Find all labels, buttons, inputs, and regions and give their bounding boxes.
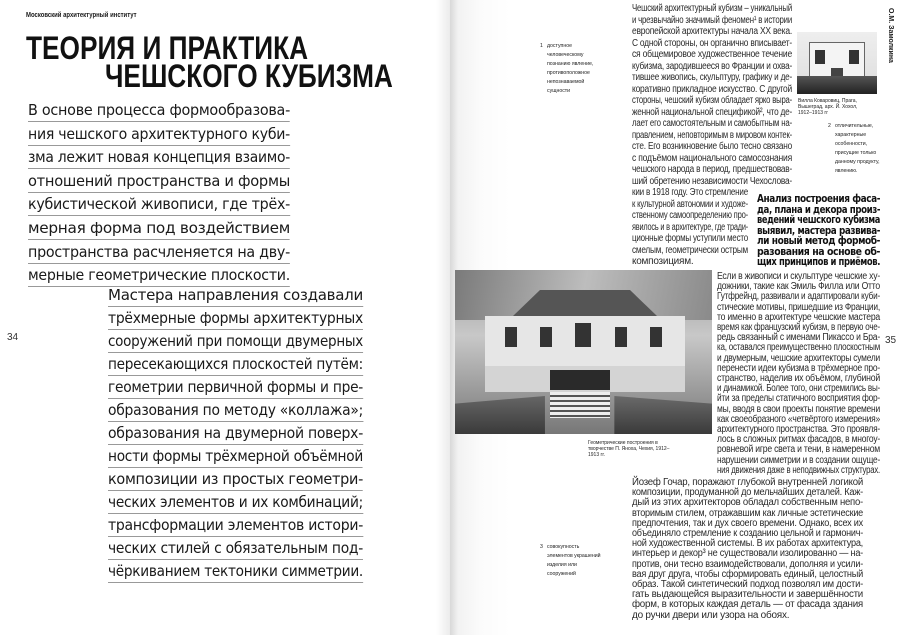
page-number-right: 35 xyxy=(885,335,897,346)
text-line: трансформации элементов истори- xyxy=(108,515,363,537)
text-line: Если в живописи и скульптуре чешские ху- xyxy=(717,271,880,282)
text-line: стороны, чешский кубизм обладает ярко выра- xyxy=(632,95,792,106)
text-line: ственному самоопределению про- xyxy=(632,210,748,221)
villa-photo-small xyxy=(797,32,877,94)
text-line: сте. Его возникновение было тесно связано xyxy=(632,141,792,152)
text-line: образования по методу «коллажа»; xyxy=(108,400,363,422)
title-line-1: ТЕОРИЯ И ПРАКТИКА xyxy=(26,30,309,66)
text-line: и двумерным, чешские архитекторы сумели xyxy=(717,352,880,364)
text-line: правлением, неповторимым в мировом контек- xyxy=(632,129,792,141)
text-line: ной художественной системы. В их работах архитектура, xyxy=(632,538,863,550)
right-page xyxy=(450,0,900,635)
author-name: О.М. Замолкина xyxy=(887,8,894,63)
text-line: то именно в архитектуре чешские мастера xyxy=(717,311,880,323)
text-line: явилось и в архитектуре, где тради- xyxy=(632,221,748,233)
footnote-1: 1 доступное человеческому познанию явление, противоположное непознаваемой сущности xyxy=(540,43,594,94)
text-line: образования на двумерной поверх- xyxy=(108,423,363,445)
villa-photo-large xyxy=(455,270,712,434)
text-line: гать выдающейся выразительности и завершённости xyxy=(632,589,863,601)
text-line: кубизма, зародившееся во Франции и охва- xyxy=(632,60,792,72)
text-line: интерьер и декор³ не существовали изолированно — на- xyxy=(632,548,863,560)
text-line: ческих элементов и их комбинаций; xyxy=(108,492,363,514)
institute-header: Московский архитектурный институт xyxy=(26,12,137,19)
text-line: ния чешского архитектурного куби- xyxy=(28,124,290,146)
text-line: перенести идеи кубизма в трёхмерное про- xyxy=(717,362,880,374)
title-line-2: ЧЕШСКОГО КУБИЗМА xyxy=(105,58,393,94)
text-line: ведений чешского кубизма xyxy=(757,214,880,226)
page-number-left: 34 xyxy=(7,332,19,343)
footnote-3: 3 совокупность элементов украшений изделия или сооружений xyxy=(540,544,601,577)
text-line: ка, оставался преимущественно плоскостным xyxy=(717,342,880,354)
text-line: образ. Такой синтетический подход позволял им дости- xyxy=(632,579,863,590)
text-line: да, плана и декора произ- xyxy=(757,203,880,216)
text-line: вая друг друга, чтобы сформировать единый, целостный xyxy=(632,568,863,580)
text-line: как своеобразного «четвёртого измерения» xyxy=(717,413,880,425)
text-line: ности формы трёхмерной объёмной xyxy=(108,446,363,468)
text-line: к культурной автономии и художе- xyxy=(632,198,748,210)
caption-small-photo: Вилла Коваровиц, Прага, Вышеград, арх. Й. Хохол, 1912–1913 гг xyxy=(798,98,858,116)
caption-large-photo: Геометрические построения в творчестве П. Яноха, Чехия, 1912–1913 гг. xyxy=(588,440,670,458)
text-line: мерная форма под воздействием xyxy=(28,218,290,240)
text-line: мерные геометрические плоскости. xyxy=(28,265,290,287)
text-line: выявил, мастера развива- xyxy=(757,224,880,237)
text-line: щих принципов и приёмов. xyxy=(757,256,880,268)
text-line: разования на основе об- xyxy=(757,245,880,258)
text-line: сооружений при помощи двумерных xyxy=(108,331,363,353)
text-line: вторимым стилем, отражавшим как личные эстетические xyxy=(632,507,863,519)
text-line: форм, в которых каждая деталь — от фасада здания xyxy=(632,599,863,611)
text-line: ли новый метод формоб- xyxy=(757,235,880,247)
text-line: пространства расчленяется на дву- xyxy=(28,242,290,264)
text-line: европейской архитектуры начала XX века. xyxy=(632,26,792,37)
text-line: коративно прикладное искусство. С другой xyxy=(632,83,792,95)
text-line: ционные формы уступили место xyxy=(632,233,748,244)
text-line: до ручки двери или узора на обоях. xyxy=(632,609,790,621)
text-line: ший обретению независимости Чехослова- xyxy=(632,175,792,187)
text-line: предпочтения, так и дух своего времени. Однако, всех их xyxy=(632,517,863,529)
text-line: нарушении симметрии и в создании ощуще- xyxy=(717,454,880,466)
text-line: дожники, такие как Эмиль Филла или Отто xyxy=(717,281,880,293)
text-line: чешского народа в период, предшествовав- xyxy=(632,164,792,175)
text-line: лает его самостоятельным и самобытным на- xyxy=(632,118,792,129)
text-line: Гутфрейнд, развивали и адаптировали куби- xyxy=(717,291,880,303)
text-line: и чрезвычайно значимый феномен¹ в истории xyxy=(632,14,792,26)
text-line: женной национальной спецификой², что де- xyxy=(632,106,792,118)
text-line: отношений пространства и формы xyxy=(28,171,290,193)
text-line: мы, вводя в свои проекты понятие времени xyxy=(717,403,880,415)
text-line: геометрии первичной формы и пре- xyxy=(108,377,363,399)
text-line: пересекающихся плоскостей путём: xyxy=(108,354,363,376)
text-line: странство, наделив их объёмом, глубиной xyxy=(717,373,880,384)
footnote-2: 2 отличительные, характерные особенности, присущие только данному продукту, явлению. xyxy=(828,123,880,174)
text-line: зма лежит новая концепция взаимо- xyxy=(28,147,290,169)
text-line: смелым, геометрически острым xyxy=(632,244,748,256)
text-line: тившее живопись, скульптуру, графику и де- xyxy=(632,72,792,83)
text-line: Чешский архитектурный кубизм – уникальный xyxy=(632,3,792,14)
text-line: ческих стилей с обязательным под- xyxy=(108,538,363,560)
text-line: время как французский кубизм, в первую оче- xyxy=(717,322,880,333)
text-line: и динамикой. Более того, они стремились вы- xyxy=(717,383,880,395)
text-line: чёркиванием тектоники симметрии. xyxy=(108,561,363,583)
text-line: ся общемировое художественное течение xyxy=(632,49,792,60)
text-line: композиции из простых геометри- xyxy=(108,469,363,491)
text-line: против, они тесно взаимодействовали, дополняя и усили- xyxy=(632,558,863,570)
text-line: архитектурного пространства. Это проявля- xyxy=(717,424,880,435)
text-line: йти за пределы статичного восприятия фор- xyxy=(717,393,880,405)
text-line: Анализ построения фаса- xyxy=(757,193,880,205)
text-line: кубистической живописи, где трёх- xyxy=(28,194,290,216)
text-line: трёхмерные формы архитектурных xyxy=(108,308,363,330)
text-line: с подъёмом национального самосознания xyxy=(632,152,792,164)
text-line: композиции, продуманной до мельчайших деталей. Каж- xyxy=(632,487,863,499)
text-line: ровневой игре света и тени, в намеренном xyxy=(717,444,880,456)
text-line: Йозеф Гочар, поражают глубокой внутренней логикой xyxy=(632,477,863,488)
text-line: лось в сложных ритмах фасадов, в многоу- xyxy=(717,434,880,446)
text-line: редь связанный с именами Пикассо и Бра- xyxy=(717,332,880,344)
text-line: В основе процесса формообразова- xyxy=(28,100,290,122)
text-line: кии в 1918 году. Это стремление xyxy=(632,187,748,198)
text-line: композициям. xyxy=(632,256,694,267)
text-line: объединяло стремление к созданию цельной и гармонич- xyxy=(632,528,863,539)
text-line: Мастера направления создавали xyxy=(108,285,363,307)
text-line: дый из этих архитекторов обладал собственным непо- xyxy=(632,497,863,509)
text-line: С одной стороны, он органично вписывает- xyxy=(632,37,792,49)
text-line: стические мотивы, пришедшие из Франции, xyxy=(717,301,880,313)
text-line: ния движения даже в неподвижных структурах. xyxy=(717,464,880,476)
